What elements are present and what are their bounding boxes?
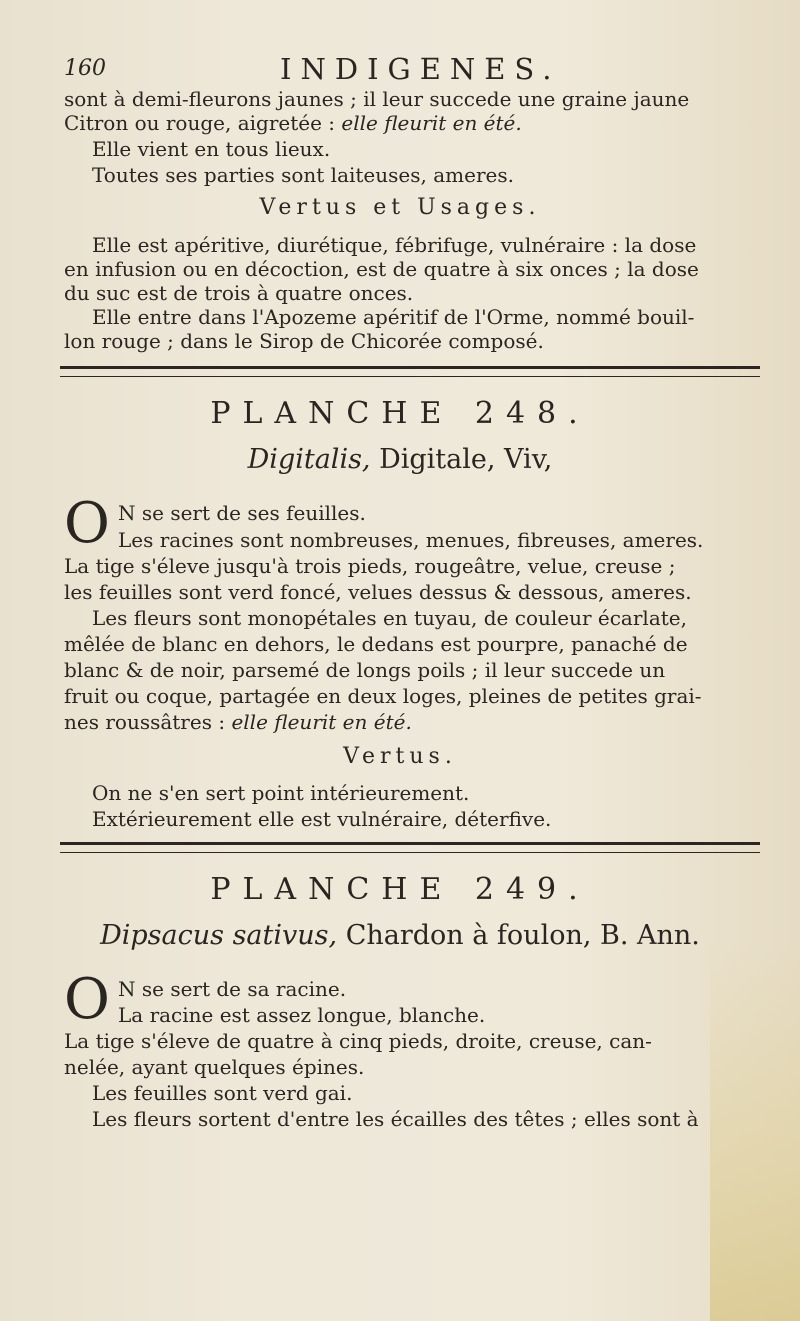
continued-line-4: Toutes ses parties sont laiteuses, ameres. xyxy=(92,163,514,187)
p248-line-9 xyxy=(64,709,412,735)
running-head xyxy=(64,52,754,88)
page-header-title: INDIGENES. xyxy=(280,52,561,86)
p249-line-4: nelée, ayant quelques épines. xyxy=(64,1055,365,1079)
planche-249-common-name: Chardon à foulon, B. Ann. xyxy=(345,920,700,951)
p248-flowering: elle fleurit en été. xyxy=(231,710,412,734)
continued-line-2-text: Citron ou rouge, aigretée : xyxy=(64,111,336,135)
paper-stain xyxy=(710,941,800,1321)
planche-248-drop-cap: O xyxy=(64,491,110,556)
p248-line-5: Les fleurs sont monopétales en tuyau, de couleur écarlate, xyxy=(92,606,687,630)
p249-line-5: Les feuilles sont verd gai. xyxy=(92,1081,353,1105)
continued-line-3: Elle vient en tous lieux. xyxy=(92,137,331,161)
planche-248-latin-name: Digitalis, xyxy=(247,444,371,475)
vu-line-5: lon rouge ; dans le Sirop de Chicorée composé. xyxy=(64,329,544,353)
p248-vertus-line-2: Extérieurement elle est vulnéraire, déterfive. xyxy=(92,807,552,831)
planche-248-title: PLANCHE 248. xyxy=(210,396,590,431)
p248-line-3: La tige s'éleve jusqu'à trois pieds, rougeâtre, velue, creuse ; xyxy=(64,554,676,578)
p248-vertus-heading: Vertus. xyxy=(343,744,457,769)
continued-flowering: elle fleurit en été. xyxy=(341,111,522,135)
planche-249-title: PLANCHE 249. xyxy=(210,872,590,907)
planche-249-drop-cap: O xyxy=(64,967,110,1032)
vu-line-4: Elle entre dans l'Apozeme apéritif de l'Orme, nommé bouil- xyxy=(92,305,695,329)
vu-line-2: en infusion ou en décoction, est de quatre à six onces ; la dose xyxy=(64,257,699,281)
p248-line-4: les feuilles sont verd foncé, velues dessus & dessous, ameres. xyxy=(64,580,692,604)
p248-line-7: blanc & de noir, parsemé de longs poils ; il leur succede un xyxy=(64,658,666,682)
p248-line-9-text: nes roussâtres : xyxy=(64,710,226,734)
vu-line-3: du suc est de trois à quatre onces. xyxy=(64,281,414,305)
p248-line-8: fruit ou coque, partagée en deux loges, pleines de petites grai- xyxy=(64,684,702,708)
p248-line-6: mêlée de blanc en dehors, le dedans est pourpre, panaché de xyxy=(64,632,688,656)
p249-line-6: Les fleurs sortent d'entre les écailles des têtes ; elles sont à xyxy=(92,1107,699,1131)
p249-line-2: La racine est assez longue, blanche. xyxy=(118,1003,486,1027)
p248-line-1: N se sert de ses feuilles. xyxy=(118,501,366,525)
planche-249-latin-name: Dipsacus sativus, xyxy=(100,920,338,951)
p248-vertus-line-1: On ne s'en sert point intérieurement. xyxy=(92,781,470,805)
p249-line-1: N se sert de sa racine. xyxy=(118,977,347,1001)
p248-line-2: Les racines sont nombreuses, menues, fibreuses, ameres. xyxy=(118,528,704,552)
section-rule-1 xyxy=(60,366,760,377)
section-rule-2 xyxy=(60,842,760,853)
planche-248-names xyxy=(0,444,800,475)
planche-248-common-name: Digitale, Viv, xyxy=(379,444,553,475)
p249-line-3: La tige s'éleve de quatre à cinq pieds, droite, creuse, can- xyxy=(64,1029,652,1053)
planche-249-names xyxy=(0,920,800,951)
continued-line-1: sont à demi-fleurons jaunes ; il leur succede une graine jaune xyxy=(64,87,690,111)
vertus-usages-heading: Vertus et Usages. xyxy=(259,195,541,220)
continued-line-2 xyxy=(64,110,522,136)
vu-line-1: Elle est apéritive, diurétique, fébrifuge, vulnéraire : la dose xyxy=(92,233,697,257)
page-number: 160 xyxy=(64,56,106,81)
